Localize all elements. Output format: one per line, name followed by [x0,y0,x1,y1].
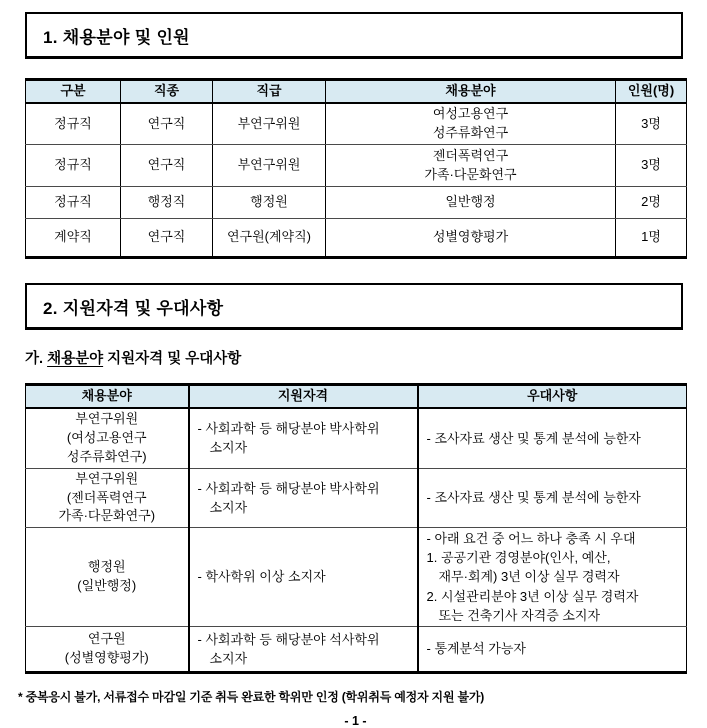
field-line: 행정원 [87,559,126,575]
cell-field [26,408,189,468]
qual-line: - 사회과학 등 해당분야 박사학위 [197,421,380,437]
cell-field [26,468,189,528]
qual-line: - 학사학위 이상 소지자 [197,569,326,585]
cell-gubun: 계약직 [26,219,121,258]
section2-title: 2. 지원자격 및 우대사항 [43,299,224,319]
table-row [26,408,687,468]
field-line: 성주류화연구 [432,125,509,141]
cell-gubun: 정규직 [26,103,121,145]
cell-gubun: 정규직 [26,145,121,187]
col-header-jikjong: 직종 [121,80,213,103]
pref-line: - 조사자료 생산 및 통계 분석에 능한자 [426,490,641,506]
cell-preference [418,528,687,627]
field-line: 가족·다문화연구 [424,166,517,182]
cell-jikgeup: 부연구위원 [213,145,326,187]
table-row [26,103,687,145]
field-line: 부연구위원 [75,470,139,486]
cell-field [26,528,189,627]
cell-jikjong: 행정직 [121,187,213,219]
col-header-field: 채용분야 [26,385,189,408]
qualification-table-header-row [26,385,687,408]
cell-count: 2명 [616,187,687,219]
pref-line: - 아래 요건 중 어느 하나 충족 시 우대 [426,531,636,547]
col-header-preference: 우대사항 [418,385,687,408]
col-header-gubun: 구분 [26,80,121,103]
qual-line: - 사회과학 등 해당분야 석사학위 [197,631,380,647]
page-number: - 1 - [344,713,367,728]
cell-count: 3명 [616,145,687,187]
cell-qualification [189,626,418,672]
pref-line: 1. 공공기관 경영분야(인사, 예산, [426,550,611,566]
recruitment-table [25,78,687,259]
cell-gubun: 정규직 [26,187,121,219]
cell-field [326,103,616,145]
field-line: 부연구위원 [75,411,139,427]
pref-line: 재무·회계) 3년 이상 실무 경력자 [438,569,620,585]
section2-subtitle [25,347,707,368]
cell-field [326,145,616,187]
cell-field: 일반행정 [326,187,616,219]
field-line: 가족·다문화연구) [58,508,156,524]
subtitle-suffix: 지원자격 및 우대사항 [103,351,242,368]
table-row [26,187,687,219]
cell-jikjong: 연구직 [121,103,213,145]
cell-qualification [189,408,418,468]
qual-line: - 사회과학 등 해당분야 박사학위 [197,480,380,496]
section1-title-box [25,12,683,59]
qualification-table [25,383,687,673]
col-header-qualification: 지원자격 [189,385,418,408]
footnote: * 중복응시 불가, 서류접수 마감일 기준 취득 완료한 학위만 인정 (학위취득 예정자 지원 불가) [18,689,485,704]
cell-count: 3명 [616,103,687,145]
col-header-field: 채용분야 [326,80,616,103]
field-line: 연구원 [87,630,126,646]
cell-jikjong: 연구직 [121,219,213,258]
cell-jikgeup: 연구원(계약직) [213,219,326,258]
table-row [26,626,687,672]
subtitle-underlined: 채용분야 [47,351,104,368]
field-line: (일반행정) [77,578,137,594]
cell-jikgeup: 부연구위원 [213,103,326,145]
cell-preference [418,468,687,528]
pref-line: 2. 시설관리분야 3년 이상 실무 경력자 [426,588,639,604]
field-line: 여성고용연구 [432,106,509,122]
field-line: (여성고용연구 [66,430,147,446]
table-row [26,219,687,258]
cell-jikgeup: 행정원 [213,187,326,219]
qual-line: 소지자 [209,650,248,666]
section2-title-box [25,283,683,330]
cell-count: 1명 [616,219,687,258]
field-line: 젠더폭력연구 [432,148,509,163]
pref-line: - 통계분석 가능자 [426,641,526,657]
qual-line: 소지자 [209,440,248,456]
document-page [0,12,707,728]
section1-title: 1. 채용분야 및 인원 [43,28,190,47]
qual-line: 소지자 [209,499,248,515]
cell-field [26,626,189,672]
table-row [26,145,687,187]
field-line: 성주류화연구) [66,448,147,464]
table-row [26,468,687,528]
field-line: (성별영향평가) [64,649,149,665]
col-header-count: 인원(명) [616,80,687,103]
cell-jikjong: 연구직 [121,145,213,187]
cell-preference [418,626,687,672]
col-header-jikgeup: 직급 [213,80,326,103]
table-row [26,528,687,627]
subtitle-prefix: 가. [25,351,48,368]
cell-preference [418,408,687,468]
cell-qualification [189,468,418,528]
cell-field: 성별영향평가 [326,219,616,258]
field-line: (젠더폭력연구 [66,489,147,505]
pref-line: 또는 건축기사 자격증 소지자 [438,607,601,623]
pref-line: - 조사자료 생산 및 통계 분석에 능한자 [426,430,641,446]
cell-qualification [189,528,418,627]
recruitment-table-header-row [26,80,687,103]
